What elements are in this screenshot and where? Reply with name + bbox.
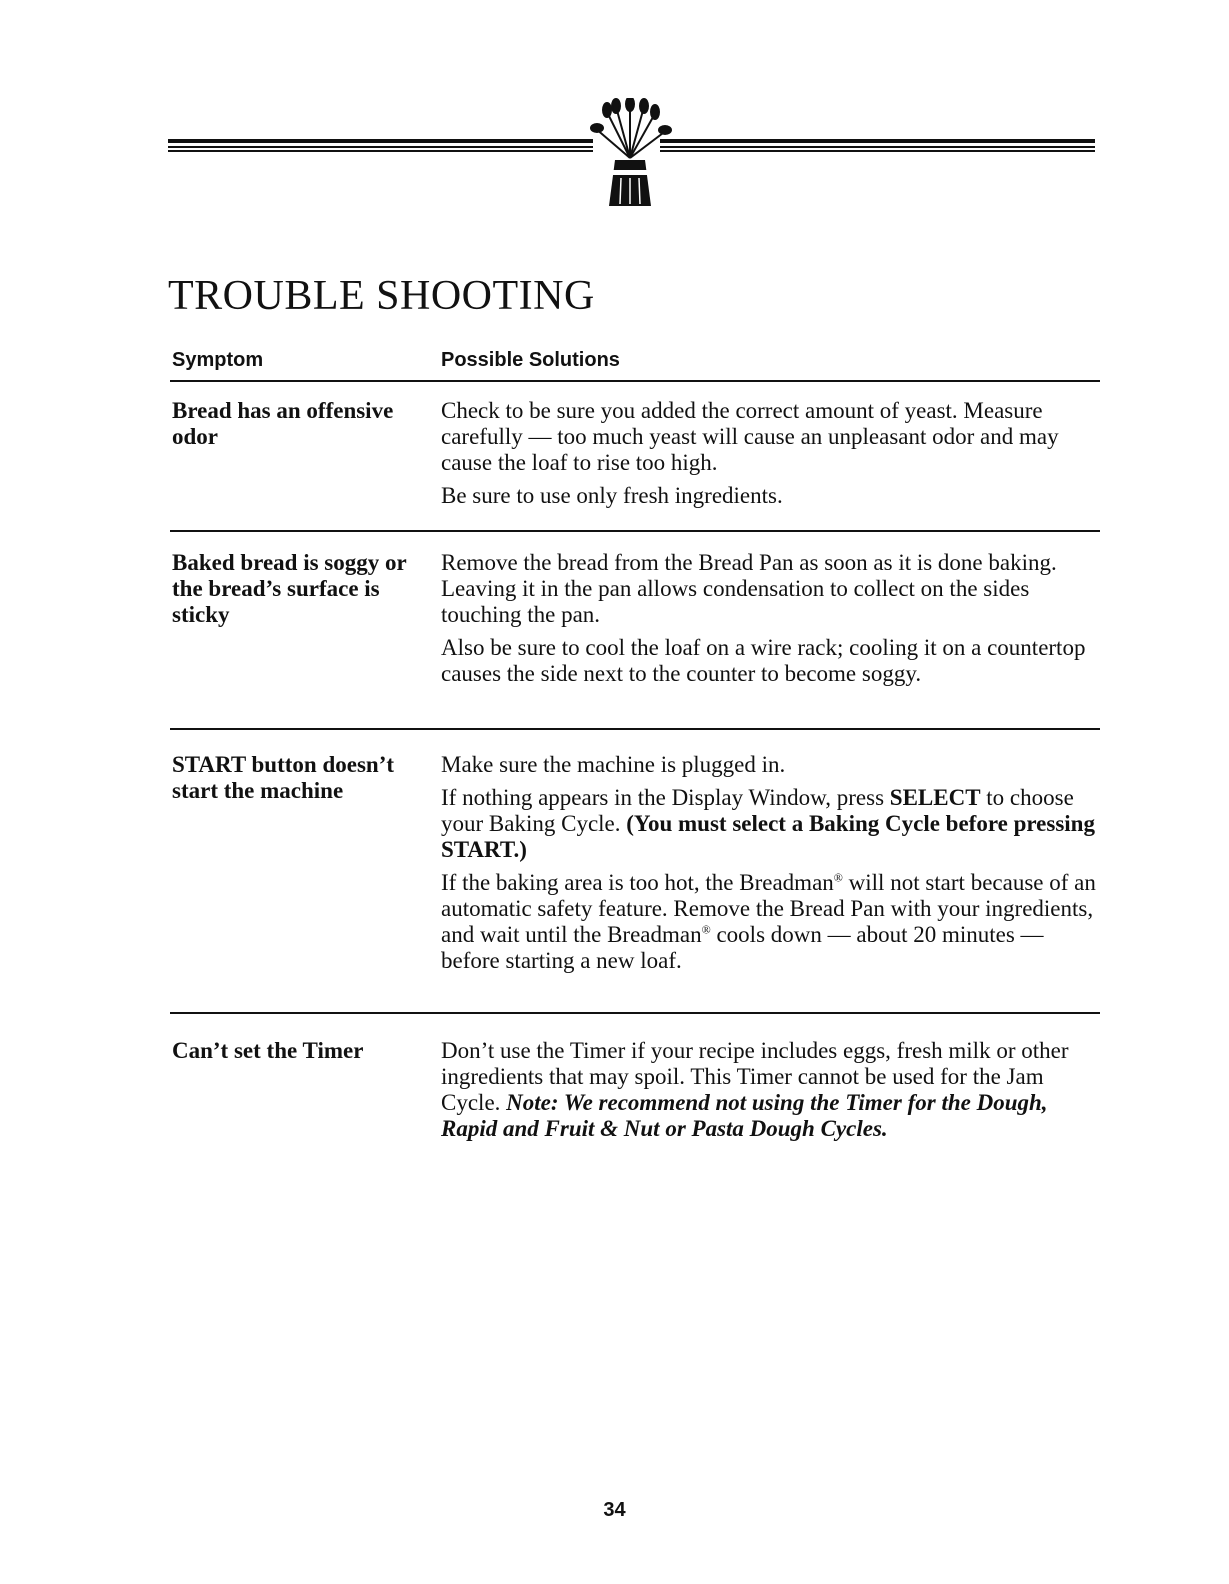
- solution-odor: [441, 398, 1101, 516]
- symptom-timer: Can’t set the Timer: [172, 1038, 364, 1063]
- header-rule-right: [660, 139, 1095, 153]
- page-title: TROUBLE SHOOTING: [168, 273, 595, 319]
- row-divider: [170, 530, 1100, 532]
- solution-text: Also be sure to cool the loaf on a wire rack; cooling it on a countertop causes the side next to the counter to become soggy.: [441, 635, 1086, 686]
- solution-text: Remove the bread from the Bread Pan as soon as it is done baking. Leaving it in the pan allows condensation to collect on the sides touching the pan.: [441, 550, 1057, 627]
- solution-text: Don’t use the Timer if your recipe includes eggs, fresh milk or other ingredients that may spoil. This Timer cannot be used for the Jam Cycle. Note: We recommend not using the Timer for the Dough, Rapid and Fruit & Nut or Pasta Dough Cycles.: [441, 1038, 1069, 1141]
- header-rule-left: [168, 139, 593, 153]
- solution-text: If nothing appears in the Display Window, press SELECT to choose your Baking Cycle. (You must select a Baking Cycle before pressing START.): [441, 785, 1095, 862]
- symptom-column-header: Symptom: [172, 349, 264, 371]
- solution-text: Make sure the machine is plugged in.: [441, 752, 786, 777]
- solution-text: Be sure to use only fresh ingredients.: [441, 483, 783, 508]
- wheat-sheaf-icon: [585, 98, 675, 208]
- row-divider: [170, 728, 1100, 730]
- solution-soggy: [441, 550, 1101, 694]
- solution-text: If the baking area is too hot, the Breadman® will not start because of an automatic safety feature. Remove the Bread Pan with your ingredients, and wait until the Breadman® cools down — about 20 minutes — before starting a new loaf.: [441, 870, 1096, 973]
- solutions-column-header: Possible Solutions: [441, 349, 620, 371]
- registered-mark: ®: [701, 922, 711, 937]
- page-number: 34: [603, 1499, 626, 1521]
- row-divider: [170, 1012, 1100, 1014]
- solution-start-button: [441, 752, 1101, 981]
- solution-text: Check to be sure you added the correct amount of yeast. Measure carefully — too much yeast will cause an unpleasant odor and may cause the loaf to rise too high.: [441, 398, 1059, 475]
- solution-timer: [441, 1038, 1101, 1149]
- registered-mark: ®: [833, 870, 843, 885]
- symptom-start-button: START button doesn’t start the machine: [172, 752, 395, 803]
- symptom-odor: Bread has an offensive odor: [172, 398, 394, 449]
- symptom-soggy: Baked bread is soggy or the bread’s surface is sticky: [172, 550, 407, 627]
- header-divider: [170, 380, 1100, 382]
